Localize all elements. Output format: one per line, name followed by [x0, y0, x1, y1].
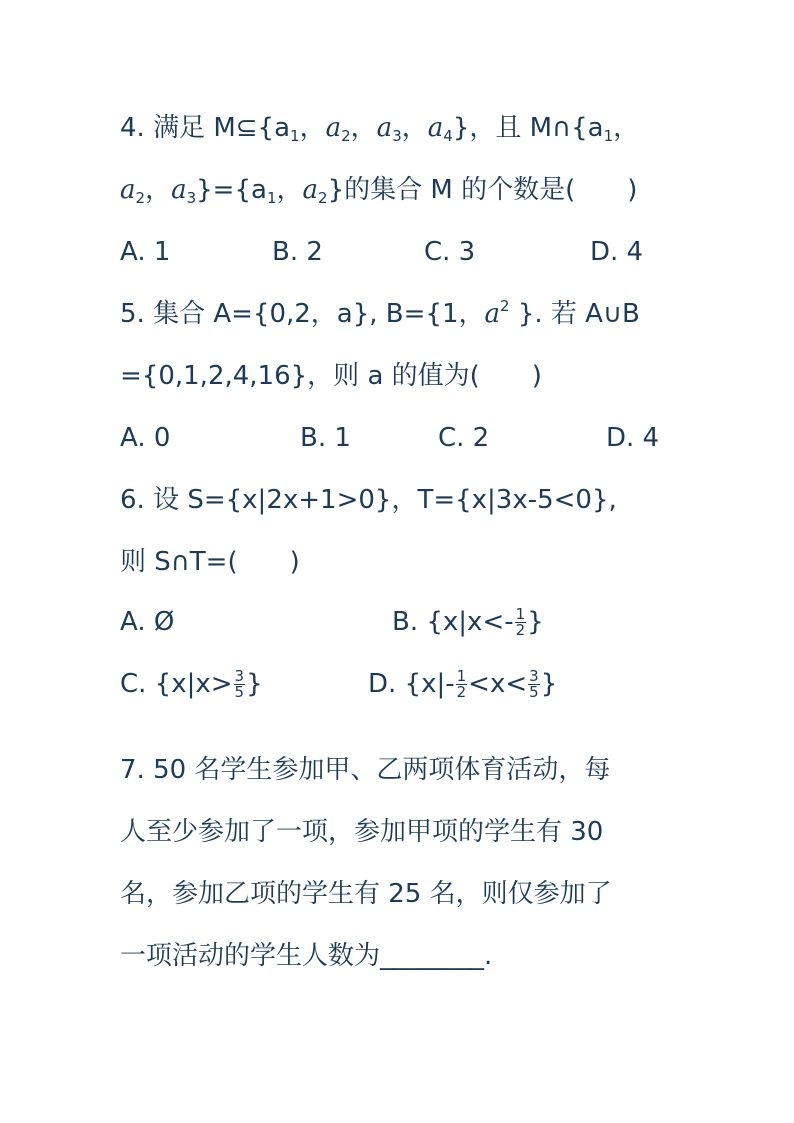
q5-option-a: A. 0 [120, 423, 171, 453]
q5-option-b: B. 1 [300, 423, 351, 453]
q4-option-d: D. 4 [590, 237, 644, 267]
q5-option-d: D. 4 [606, 423, 660, 453]
q4-option-c: C. 3 [424, 237, 476, 267]
q6-option-a: A. Ø [120, 607, 175, 637]
q7-line-1: 7. 50 名学生参加甲、乙两项体育活动，每 [120, 755, 611, 785]
q4-line-2: $a_2$，$a_3\}=\{a_1$，$a_2$}的集合 M 的个数是( ) [120, 175, 638, 207]
q6-option-b: B. {x|x<- $\frac{1}{2}$ } [392, 605, 544, 639]
q7-line-4: 一项活动的学生人数为________. [120, 941, 493, 971]
q6-option-d: D. {x|- $\frac{1}{2}$ <x< $\frac{3}{5}$ } [368, 667, 558, 701]
fraction: $\frac{1}{2}$ [515, 605, 526, 639]
q6-line-1: 6. 设 S={x|2x+1>0}，T={x|3x-5<0}, [120, 485, 617, 515]
q7-line-2: 人至少参加了一项，参加甲项的学生有 30 [120, 817, 604, 847]
q4-line-1: 4. 满足 $M⊆\{a_1$，$a_2$，$a_3$，$a_4$}，且 $M\cap\{a_1$， [120, 113, 640, 145]
q5-line-2: ={0,1,2,4,16}，则 a 的值为( ) [120, 361, 542, 391]
q6-line-2: 则 S∩T=( ) [120, 547, 300, 577]
q5-option-c: C. 2 [438, 423, 490, 453]
fraction: $\frac{3}{5}$ [234, 667, 245, 701]
fraction: $\frac{3}{5}$ [529, 667, 539, 701]
q4-option-b: B. 2 [272, 237, 323, 267]
q5-line-1: 5. 集合 A={0,2，a}, B={1，$a^2$ }. 若 A∪B [120, 297, 640, 329]
q4-option-a: A. 1 [120, 237, 171, 267]
q6-option-c: C. {x|x> $\frac{3}{5}$ } [120, 667, 263, 701]
q7-line-3: 名，参加乙项的学生有 25 名，则仅参加了 [120, 879, 612, 909]
fraction: $\frac{1}{2}$ [456, 667, 467, 701]
